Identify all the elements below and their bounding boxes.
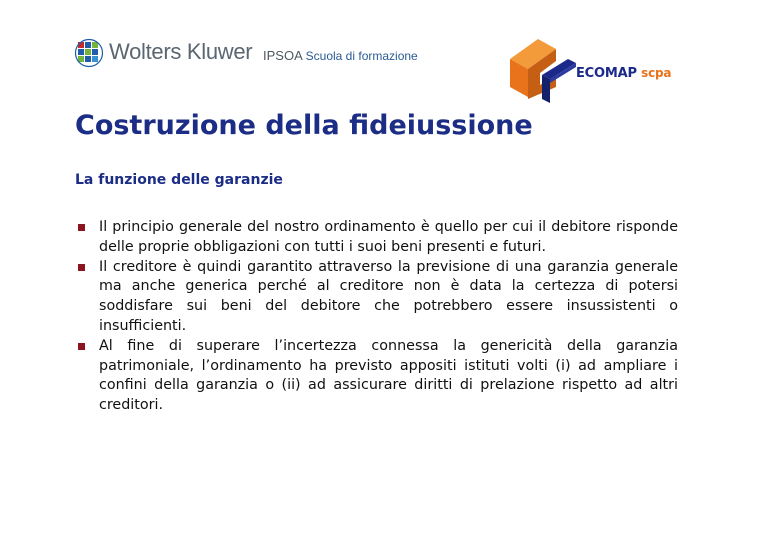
bullet-item <box>78 218 678 258</box>
ecomap-name: ECOMAP <box>576 66 637 81</box>
ipsoa-brand: IPSOA <box>263 48 303 63</box>
bullet-item <box>78 337 678 416</box>
bullet-text: Il principio generale del nostro ordinamento è quello per cui il debitore risponde delle proprie obbligazioni con tutti i suoi beni presenti e futuri. <box>99 219 678 255</box>
square-bullet-icon <box>78 224 85 231</box>
square-bullet-icon <box>78 343 85 350</box>
ecomap-logo-icon <box>508 37 578 105</box>
bullet-list <box>78 218 678 416</box>
bullet-text: Al fine di superare l’incertezza connessa la genericità della garanzia patrimoniale, l’ordinamento ha previsto appositi istituti volti (i) ad ampliare i confini della garanzia o (ii) ad assicurare diritti di prelazione rispetto ad altri creditori. <box>99 337 678 414</box>
bullet-text: Il creditore è quindi garantito attraverso la previsione di una garanzia generale ma anche generica perché al creditore non è data la certezza di potersi soddisfare sui beni del debitore che potrebbero essere insussistenti o insufficienti. <box>99 258 678 334</box>
slide-title: Costruzione della fideiussione <box>75 110 533 141</box>
ecomap-suffix: scpa <box>641 66 672 80</box>
slide-header <box>0 0 768 110</box>
ipsoa-wordmark <box>263 48 418 63</box>
ecomap-wordmark <box>576 66 671 81</box>
slide-subtitle: La funzione delle garanzie <box>75 172 283 188</box>
square-bullet-icon <box>78 264 85 271</box>
wolters-kluwer-logo-icon <box>74 38 104 68</box>
wolters-kluwer-wordmark: Wolters Kluwer <box>109 39 253 64</box>
ipsoa-subtitle: Scuola di formazione <box>305 49 418 63</box>
bullet-item <box>78 258 678 337</box>
